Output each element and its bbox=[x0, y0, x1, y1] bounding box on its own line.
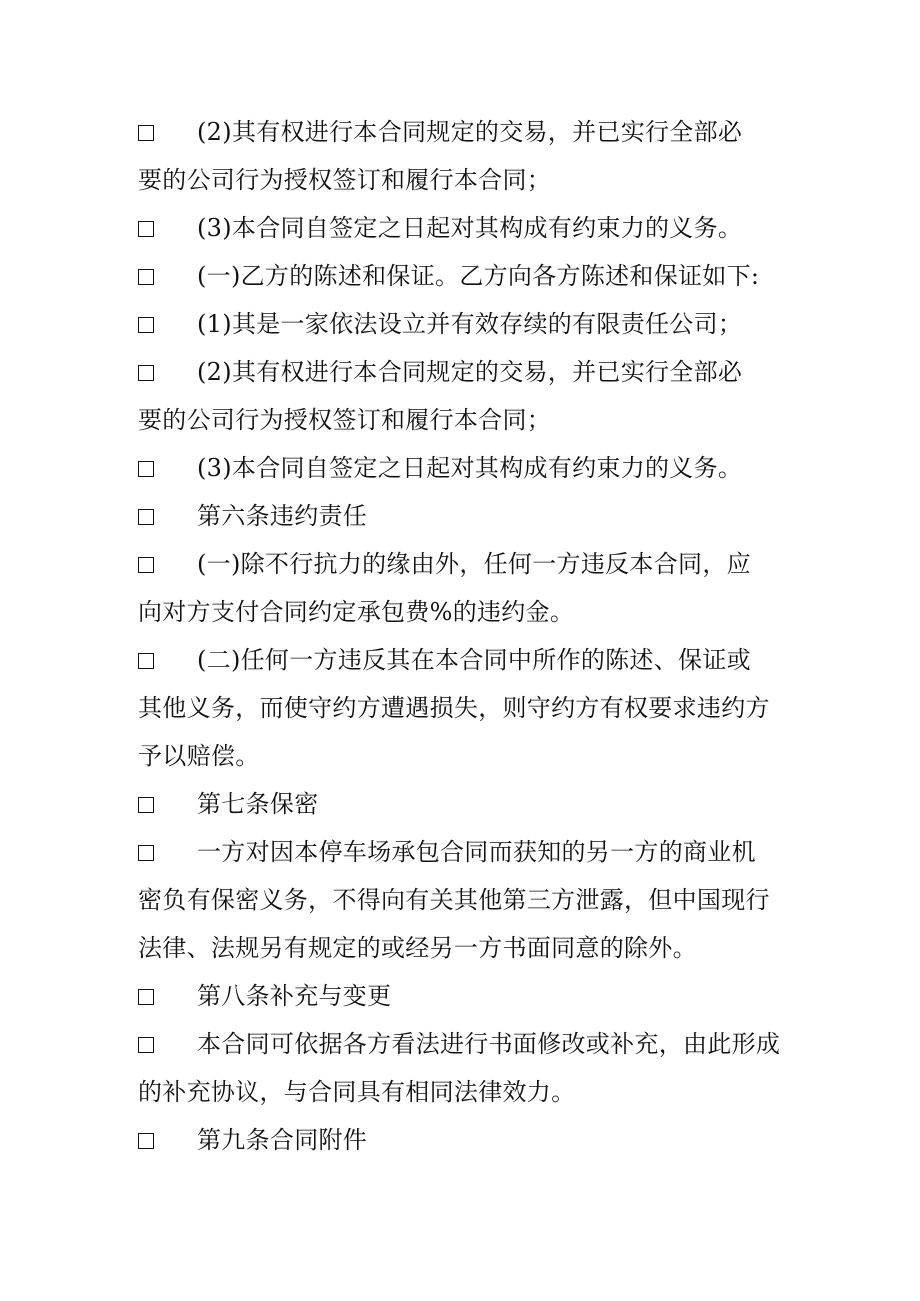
paragraph-text: 的补充协议，与合同具有相同法律效力。 bbox=[138, 1078, 576, 1106]
paragraph-text: 一方对因本停车场承包合同而获知的另一方的商业机 bbox=[197, 838, 756, 866]
checkbox-icon bbox=[138, 797, 154, 813]
heading-text: 第六条违约责任 bbox=[197, 502, 368, 530]
checkbox-icon bbox=[138, 509, 154, 525]
paragraph bbox=[138, 444, 788, 492]
paragraph-text: (一)除不行抗力的缘由外，任何一方违反本合同，应 bbox=[197, 550, 751, 578]
paragraph bbox=[138, 1020, 788, 1116]
paragraph-text: (3)本合同自签定之日起对其构成有约束力的义务。 bbox=[197, 454, 743, 482]
paragraph-text: (2)其有权进行本合同规定的交易，并已实行全部必 bbox=[197, 358, 743, 386]
checkbox-icon bbox=[138, 557, 154, 573]
checkbox-icon bbox=[138, 269, 154, 285]
paragraph bbox=[138, 108, 788, 204]
checkbox-icon bbox=[138, 125, 154, 141]
checkbox-icon bbox=[138, 365, 154, 381]
paragraph-text: 要的公司行为授权签订和履行本合同； bbox=[138, 166, 552, 194]
checkbox-icon bbox=[138, 461, 154, 477]
checkbox-icon bbox=[138, 653, 154, 669]
paragraph-text: 本合同可依据各方看法进行书面修改或补充，由此形成 bbox=[197, 1030, 781, 1058]
paragraph-text: (2)其有权进行本合同规定的交易，并已实行全部必 bbox=[197, 118, 743, 146]
heading-text: 第八条补充与变更 bbox=[197, 982, 392, 1010]
paragraph-text: 法律、法规另有规定的或经另一方书面同意的除外。 bbox=[138, 934, 697, 962]
paragraph-text: (1)其是一家依法设立并有效存续的有限责任公司； bbox=[197, 310, 743, 338]
paragraph bbox=[138, 348, 788, 444]
section-heading bbox=[138, 492, 788, 540]
paragraph bbox=[138, 204, 788, 252]
paragraph bbox=[138, 252, 788, 300]
paragraph-text: (3)本合同自签定之日起对其构成有约束力的义务。 bbox=[197, 214, 743, 242]
paragraph bbox=[138, 300, 788, 348]
checkbox-icon bbox=[138, 845, 154, 861]
paragraph-text: 密负有保密义务，不得向有关其他第三方泄露，但中国现行 bbox=[138, 886, 770, 914]
paragraph-text: (二)任何一方违反其在本合同中所作的陈述、保证或 bbox=[197, 646, 751, 674]
section-heading bbox=[138, 780, 788, 828]
checkbox-icon bbox=[138, 317, 154, 333]
section-heading bbox=[138, 1116, 788, 1164]
heading-text: 第七条保密 bbox=[197, 790, 319, 818]
heading-text: 第九条合同附件 bbox=[197, 1126, 368, 1154]
checkbox-icon bbox=[138, 1037, 154, 1053]
section-heading bbox=[138, 972, 788, 1020]
checkbox-icon bbox=[138, 221, 154, 237]
checkbox-icon bbox=[138, 1133, 154, 1149]
paragraph-text: 予以赔偿。 bbox=[138, 742, 260, 770]
paragraph-text: 向对方支付合同约定承包费%的违约金。 bbox=[138, 598, 575, 626]
paragraph bbox=[138, 828, 788, 972]
paragraph-text: (一)乙方的陈述和保证。乙方向各方陈述和保证如下: bbox=[197, 262, 760, 290]
paragraph bbox=[138, 636, 788, 780]
paragraph-text: 要的公司行为授权签订和履行本合同； bbox=[138, 406, 552, 434]
paragraph bbox=[138, 540, 788, 636]
paragraph-text: 其他义务，而使守约方遭遇损失，则守约方有权要求违约方 bbox=[138, 694, 770, 722]
checkbox-icon bbox=[138, 989, 154, 1005]
